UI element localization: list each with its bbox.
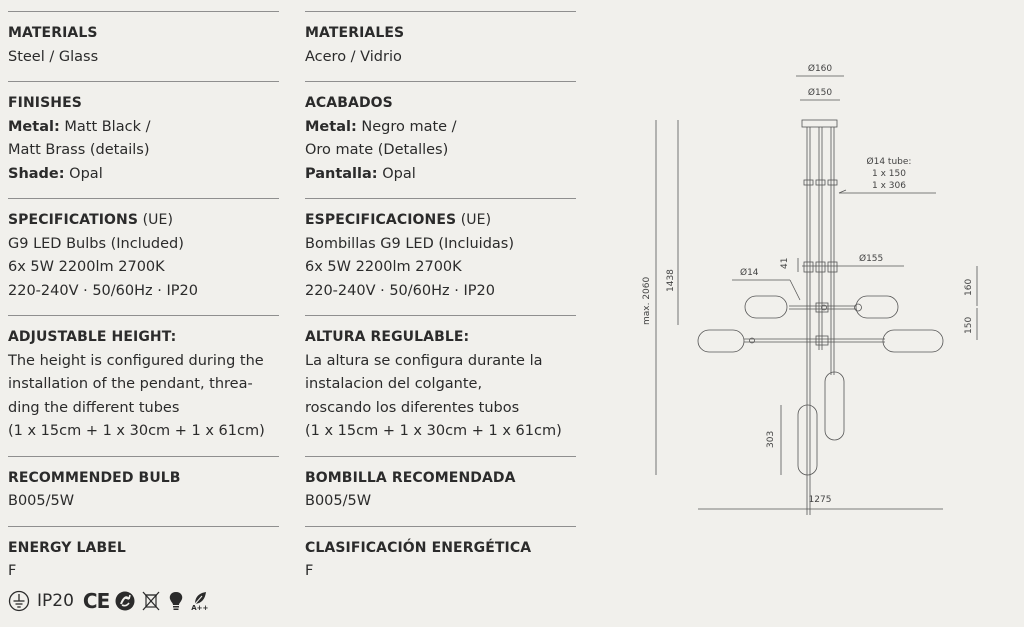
altura-regulable-section [305,315,576,456]
acabado-metal [305,116,576,140]
energy-label-section [8,526,279,584]
finish-metal-label: Metal: [8,118,60,135]
recommended-bulb-value: B005/5W [8,493,75,509]
acabado-pantalla-label: Pantalla: [305,165,378,182]
dim-d160: Ø160 [807,64,833,74]
dim-41: 41 [780,257,790,269]
acabado-metal-label: Metal: [305,118,357,135]
finish-shade-value: Opal [64,165,103,182]
dim-303: 303 [766,430,776,448]
dim-d150: Ø150 [807,88,833,98]
energy-class-text: A++ [191,603,209,612]
weee-bin-icon [141,590,161,612]
dim-tube-l1: Ø14 tube: [866,157,912,167]
dim-1275: 1275 [808,495,832,505]
materiales-section [305,11,576,81]
materiales-heading: MATERIALES [305,25,405,41]
dim-tube-l3: 1 x 306 [872,181,906,191]
finish-metal-cont: Matt Brass (details) [8,142,150,158]
dim-d155: Ø155 [859,254,884,264]
acabado-metal-value: Negro mate / [356,118,457,135]
finishes-section [8,81,279,198]
finish-metal-value: Matt Black / [59,118,151,135]
clasificacion-energetica-section [305,526,576,584]
height-line: La altura se configura durante la [305,352,543,369]
energy-label-heading: ENERGY LABEL [8,539,126,556]
specs-column-spanish [305,11,576,584]
energy-leaf-icon [191,591,208,612]
dim-150: 150 [964,316,974,334]
acabados-heading: ACABADOS [305,95,393,111]
height-line: (1 x 15cm + 1 x 30cm + 1 x 61cm) [305,423,562,439]
bombilla-recomendada-heading: BOMBILLA RECOMENDADA [305,469,516,486]
bombilla-recomendada-section [305,456,576,526]
pendant-dimension-diagram [640,50,1024,530]
spec-line: 6x 5W 2200lm 2700K [8,259,165,275]
height-line: instalacion del colgante, [305,376,483,392]
dim-max2060: max. 2060 [642,276,652,325]
dim-1438: 1438 [666,269,676,292]
materials-value: Steel / Glass [8,48,99,65]
recommended-bulb-section [8,456,279,526]
acabado-pantalla-value: Opal [377,165,416,182]
specs-column-english [8,11,279,584]
finish-shade-label: Shade: [8,165,65,182]
finish-metal [8,116,279,140]
bombilla-recomendada-value: B005/5W [305,493,372,509]
dim-tube-l2: 1 x 150 [872,169,906,179]
especificaciones-heading: ESPECIFICACIONES (UE) [305,212,492,228]
dim-160: 160 [964,278,974,296]
height-line: installation of the pendant, threa- [8,376,253,392]
energy-label-value: F [8,563,17,579]
leaf-icon [192,591,208,605]
spec-line: 220-240V · 50/60Hz · IP20 [8,282,198,299]
spec-line: 6x 5W 2200lm 2700K [305,259,462,275]
ip-rating-text: IP20 [37,591,74,611]
height-line: The height is configured during the [8,352,264,369]
height-line: roscando los diferentes tubos [305,399,520,416]
finish-shade [8,163,279,187]
spec-line: G9 LED Bulbs (Included) [8,235,184,252]
materials-section [8,11,279,81]
especificaciones-section [305,198,576,315]
acabados-section [305,81,576,198]
finishes-heading: FINISHES [8,95,82,111]
altura-regulable-heading: ALTURA REGULABLE: [305,329,470,345]
recycle-icon [114,590,136,612]
adjustable-height-section [8,315,279,456]
dim-d14: Ø14 [740,268,759,278]
height-line: (1 x 15cm + 1 x 30cm + 1 x 61cm) [8,423,265,439]
ce-mark-icon: CE [82,589,110,613]
spec-line: 220-240V · 50/60Hz · IP20 [305,282,495,299]
materials-heading: MATERIALS [8,25,98,41]
spec-line: Bombillas G9 LED (Incluidas) [305,235,515,252]
materiales-value: Acero / Vidrio [305,48,402,65]
specifications-section [8,198,279,315]
acabado-pantalla [305,163,576,187]
clasificacion-energetica-value: F [305,563,314,579]
adjustable-height-heading: ADJUSTABLE HEIGHT: [8,329,177,345]
acabado-metal-cont: Oro mate (Detalles) [305,142,449,158]
height-line: ding the different tubes [8,399,180,416]
recommended-bulb-heading: RECOMMENDED BULB [8,469,181,486]
certification-icons [8,589,208,613]
clasificacion-energetica-heading: CLASIFICACIÓN ENERGÉTICA [305,539,532,556]
specifications-heading: SPECIFICATIONS (UE) [8,212,174,228]
technical-drawing [640,50,1024,530]
earth-ground-icon [8,590,30,612]
led-bulb-icon [166,590,186,612]
